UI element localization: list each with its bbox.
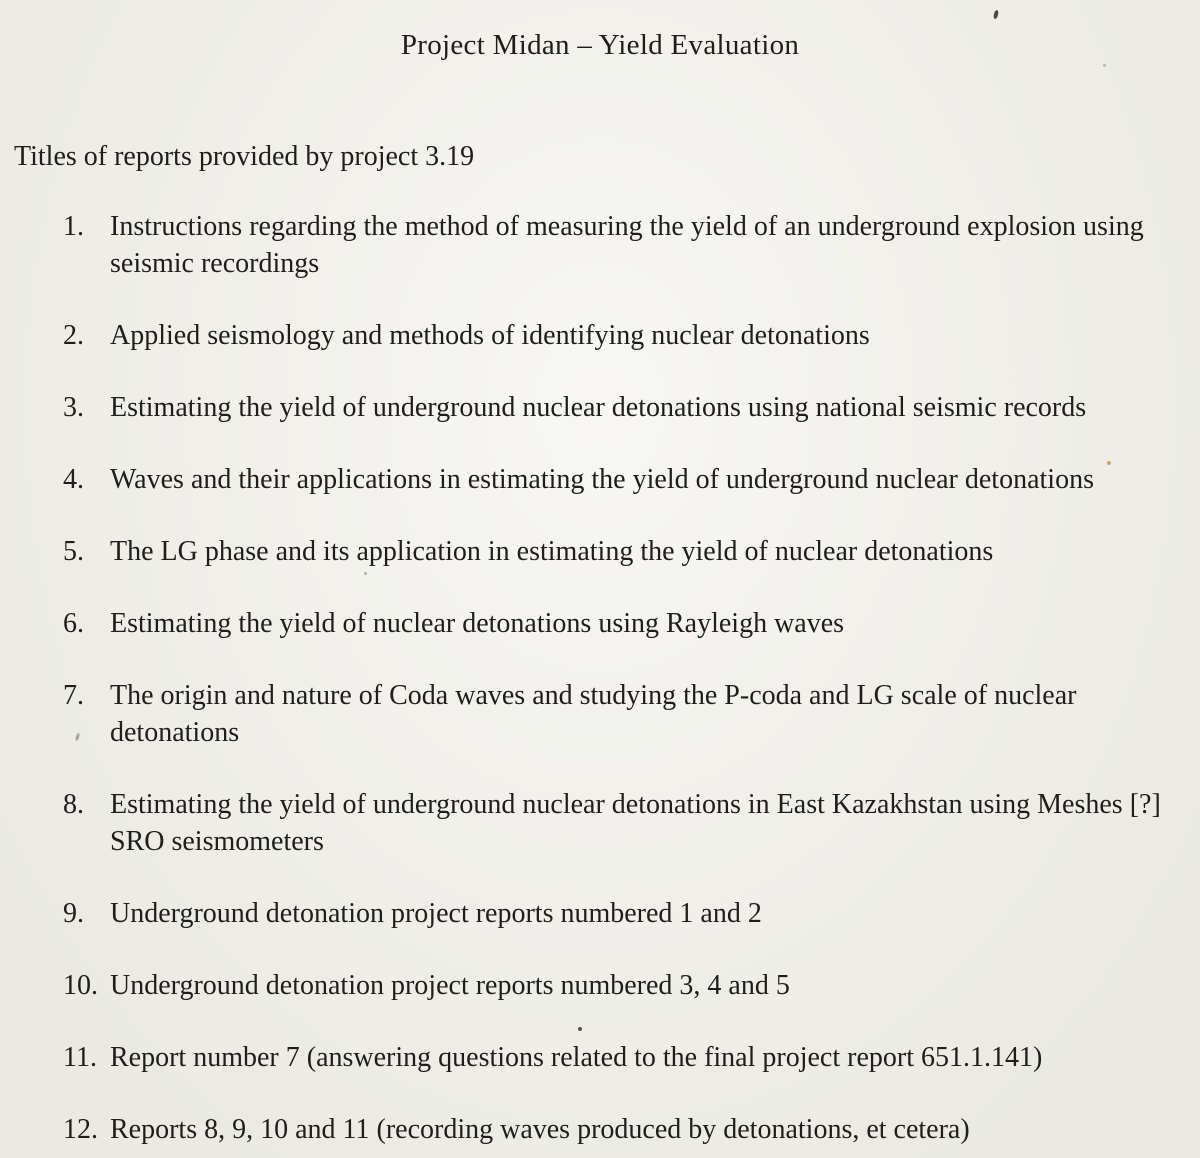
item-text: Estimating the yield of nuclear detonations using Rayleigh waves xyxy=(110,608,845,639)
list-item xyxy=(0,461,1200,498)
list-item xyxy=(0,895,1200,932)
list-item xyxy=(0,1039,1200,1076)
document-title: Project Midan – Yield Evaluation xyxy=(400,29,800,61)
list-item xyxy=(0,1111,1200,1148)
item-text: The origin and nature of Coda waves and studying the P-coda and LG scale of nuclear detonations xyxy=(110,680,1077,748)
item-number: 12. xyxy=(63,1114,98,1145)
list-item xyxy=(0,533,1200,570)
item-number: 10. xyxy=(63,970,98,1001)
list-item xyxy=(0,208,1200,282)
item-text: Estimating the yield of underground nuclear detonations using national seismic records xyxy=(110,392,1087,423)
item-number: 11. xyxy=(63,1042,97,1073)
item-number: 4. xyxy=(63,464,84,495)
item-number: 9. xyxy=(63,898,84,929)
list-item xyxy=(0,967,1200,1004)
item-text: Reports 8, 9, 10 and 11 (recording waves produced by detonations, et cetera) xyxy=(110,1114,970,1145)
item-number: 7. xyxy=(63,680,84,711)
item-number: 2. xyxy=(63,320,84,351)
item-text: Estimating the yield of underground nuclear detonations in East Kazakhstan using Meshes [?] SRO seismometers xyxy=(110,789,1161,857)
list-item xyxy=(0,317,1200,354)
item-text: Underground detonation project reports numbered 1 and 2 xyxy=(110,898,762,929)
list-item xyxy=(0,605,1200,642)
item-text: Report number 7 (answering questions related to the final project report 651.1.141) xyxy=(110,1042,1043,1073)
item-number: 1. xyxy=(63,211,84,242)
scan-speck xyxy=(1103,64,1106,67)
item-text: The LG phase and its application in estimating the yield of nuclear detonations xyxy=(110,536,994,567)
report-list xyxy=(0,208,1200,1148)
list-item xyxy=(0,786,1200,860)
item-text: Instructions regarding the method of measuring the yield of an underground explosion using seismic recordings xyxy=(110,211,1144,279)
item-text: Applied seismology and methods of identifying nuclear detonations xyxy=(110,320,870,351)
item-number: 8. xyxy=(63,789,84,820)
item-number: 6. xyxy=(63,608,84,639)
item-number: 5. xyxy=(63,536,84,567)
list-item xyxy=(0,389,1200,426)
item-text: Underground detonation project reports numbered 3, 4 and 5 xyxy=(110,970,790,1001)
intro-line: Titles of reports provided by project 3.19 xyxy=(14,141,475,172)
list-item xyxy=(0,677,1200,751)
scan-speck xyxy=(993,10,999,20)
item-number: 3. xyxy=(63,392,84,423)
item-text: Waves and their applications in estimating the yield of underground nuclear detonations xyxy=(110,464,1094,495)
